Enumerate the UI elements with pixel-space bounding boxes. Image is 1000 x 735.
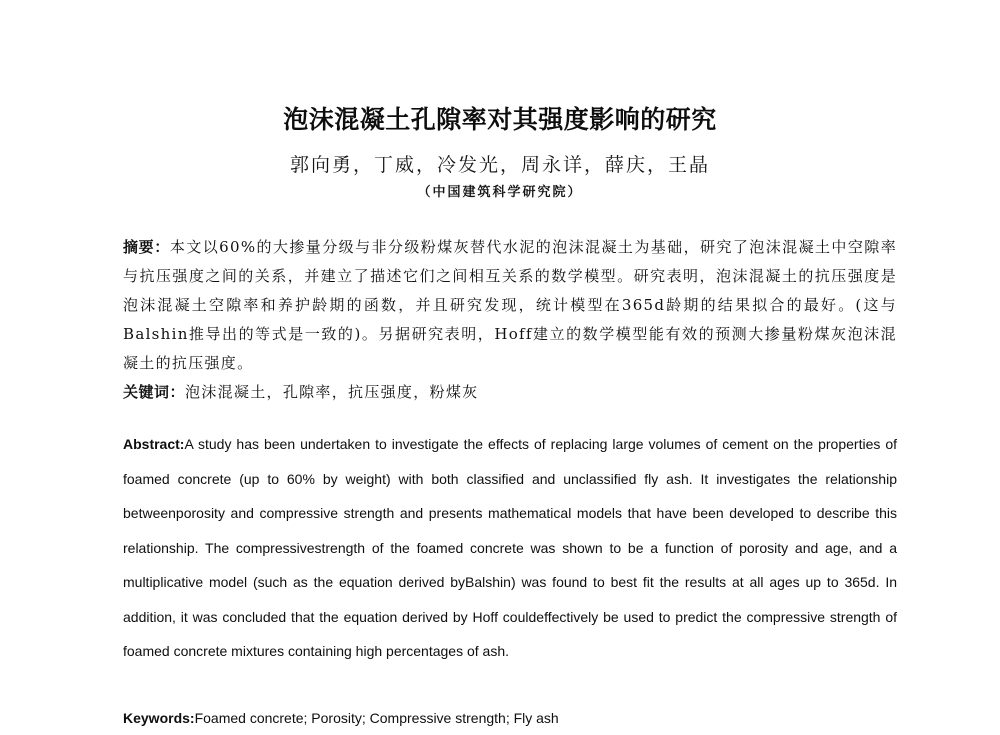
english-keywords-label: Keywords: <box>123 710 195 726</box>
english-abstract <box>123 427 897 669</box>
paper-title: 泡沫混凝土孔隙率对其强度影响的研究 <box>283 105 717 134</box>
chinese-abstract-text: 本文以60%的大掺量分级与非分级粉煤灰替代水泥的泡沫混凝土为基础，研究了泡沫混凝土中空隙率与抗压强度之间的关系，并建立了描述它们之间相互关系的数学模型。研究表明，泡沫混凝土的抗压强度是泡沫混凝土空隙率和养护龄期的函数，并且研究发现，统计模型在365d龄期的结果拟合的最好。(这与Balshin推导出的等式是一致的)。另据研究表明，Hoff建立的数学模型能有效的预测大掺量粉煤灰泡沫混凝土的抗压强度。 <box>123 238 897 372</box>
chinese-abstract-section <box>123 233 897 407</box>
affiliation: （中国建筑科学研究院） <box>417 185 583 200</box>
english-abstract-label: Abstract: <box>123 436 185 452</box>
chinese-abstract-label: 摘要： <box>123 238 170 256</box>
english-abstract-text: A study has been undertaken to investigate the effects of replacing large volumes of cement on the properties of foamed concrete (up to 60% by weight) with both classified and unclassified fly ash. It investigates the relationship betweenporosity and compressive strength and presents mathematical models that have been developed to describe this relationship. The compressivestrength of the foamed concrete was shown to be a function of porosity and age, and a multiplicative model (such as the equation derived byBalshin) was found to best fit the results at all ages up to 365d. In addition, it was concluded that the equation derived by Hoff couldeffectively be used to predict the compressive strength of foamed concrete mixtures containing high percentages of ash. <box>123 436 897 659</box>
chinese-keywords <box>123 378 897 407</box>
chinese-keywords-text: 泡沫混凝土，孔隙率，抗压强度，粉煤灰 <box>185 383 479 401</box>
author-list: 郭向勇，丁威，冷发光，周永详，薛庆，王晶 <box>289 154 710 176</box>
chinese-abstract <box>123 233 897 378</box>
english-keywords-text: Foamed concrete; Porosity; Compressive strength; Fly ash <box>194 710 559 726</box>
english-keywords <box>123 701 897 735</box>
chinese-keywords-label: 关键词： <box>123 383 186 401</box>
